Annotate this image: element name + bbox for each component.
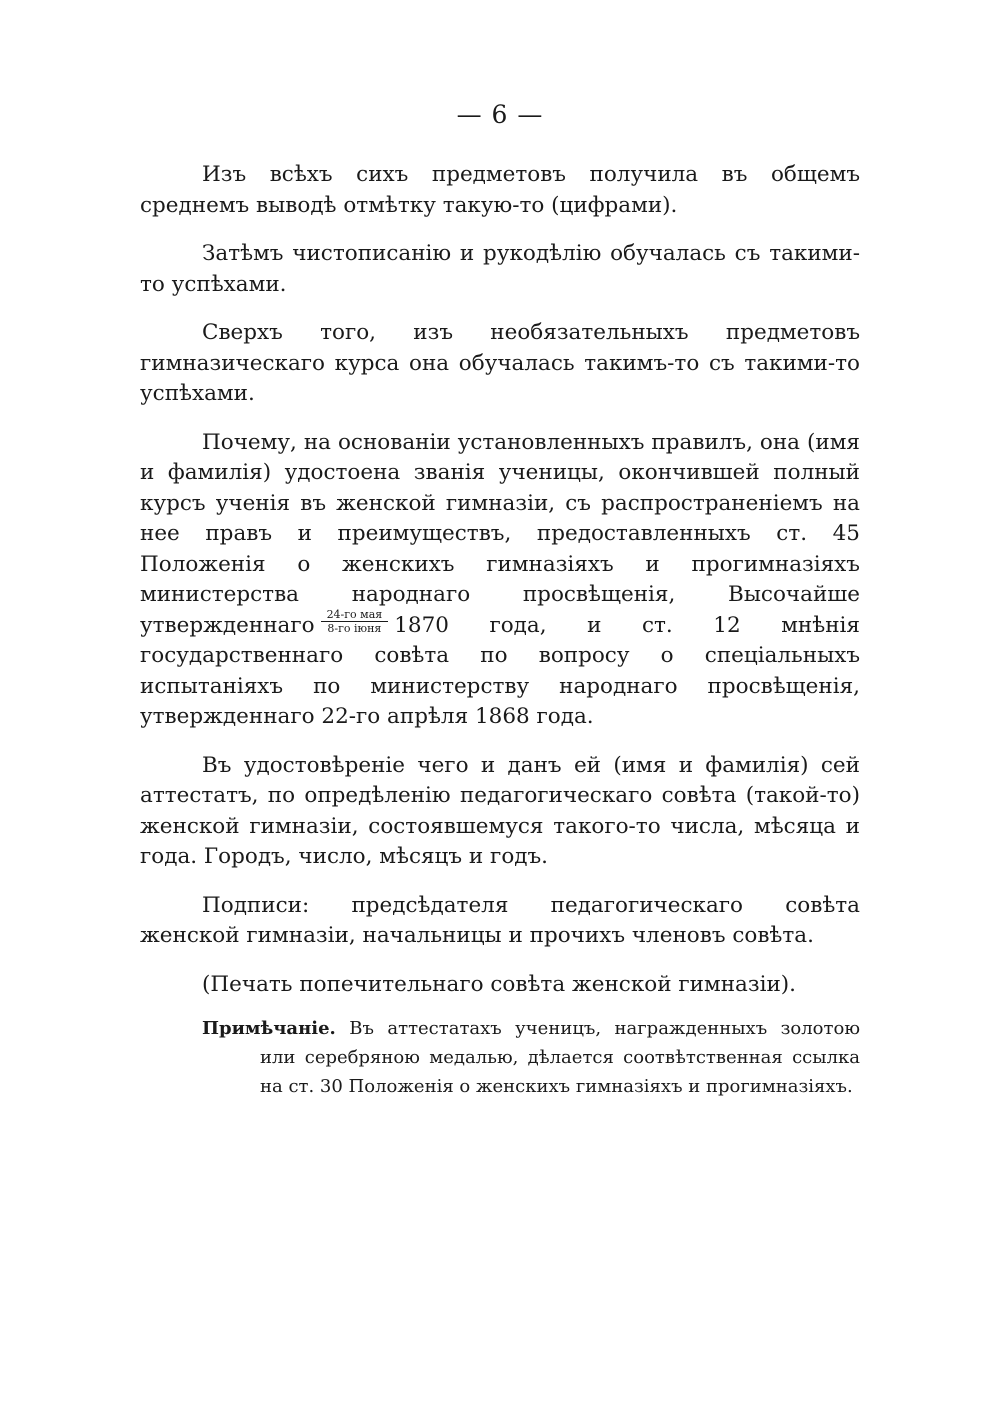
paragraph-average-mark: Изъ всѣхъ сихъ предметовъ получила въ общемъ среднемъ выводѣ отмѣтку такую-то (цифрами).	[140, 162, 860, 218]
page-number: — 6 —	[456, 100, 544, 129]
paragraph-title-granted	[140, 428, 860, 733]
paragraph-title-granted-tail: 1870 года, и ст. 12 мнѣнія государственнаго совѣта по вопросу о спеціальныхъ испытаніяхъ по министерству народнаго просвѣщенія, утвержденнаго 22-го апрѣля 1868 года.	[140, 612, 860, 729]
document-body	[140, 160, 860, 1101]
footnote-heading: Примѣчаніе.	[202, 1018, 336, 1039]
date-fraction-bottom: 8-го іюня	[327, 622, 382, 635]
footnote	[140, 1014, 860, 1101]
seal-line: (Печать попечительнаго совѣта женской гимназіи).	[202, 971, 797, 997]
date-fraction-top: 24-го мая	[321, 608, 389, 622]
paragraph-signatures: Подписи: предсѣдателя педагогическаго совѣта женской гимназіи, начальницы и прочихъ членовъ совѣта.	[140, 892, 860, 948]
paragraph-attestation: Въ удостовѣреніе чего и данъ ей (имя и фамилія) сей аттестатъ, по опредѣленію педагогическаго совѣта (такой-то) женской гимназіи, состоявшемуся такого-то числа, мѣсяца и года. Городъ, число, мѣсяцъ и годъ.	[140, 752, 860, 869]
paragraph-penmanship: Затѣмъ чистописанію и рукодѣлію обучалась съ такими-то успѣхами.	[140, 241, 860, 297]
date-fraction	[321, 608, 389, 635]
paragraph-title-granted-text: Почему, на основаніи установленныхъ правилъ, она (имя и фамилія) удостоена званія ученицы, окончившей полный курсъ ученія въ женской гимназіи, съ распространеніемъ на нее правъ и преимуществъ, предоставленныхъ ст. 45 Положенія о женскихъ гимназіяхъ и прогимназіяхъ министерства народнаго просвѣщенія, Высочайше утвержденнаго	[140, 429, 860, 638]
footnote-text: Въ аттестатахъ ученицъ, награжденныхъ золотою или серебряною медалью, дѣлается соотвѣтственная ссылка на ст. 30 Положенія о женскихъ гимназіяхъ и прогимназіяхъ.	[260, 1018, 860, 1097]
paragraph-optional-subjects: Сверхъ того, изъ необязательныхъ предметовъ гимназическаго курса она обучалась такимъ-то съ такими-то успѣхами.	[140, 320, 860, 406]
